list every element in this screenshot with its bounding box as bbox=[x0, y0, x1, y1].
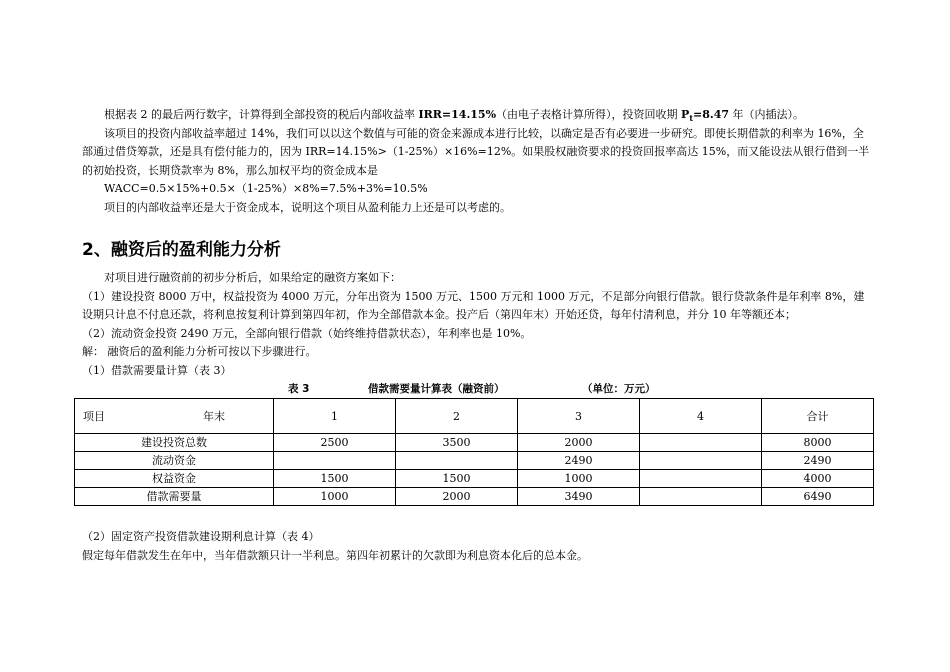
table-cell: 2490 bbox=[762, 452, 874, 470]
table-cell: 3500 bbox=[396, 434, 518, 452]
table-cell: 4000 bbox=[762, 470, 874, 488]
irr-value: IRR=14.15% bbox=[418, 108, 497, 121]
table-row bbox=[75, 488, 874, 506]
table-cell: 1000 bbox=[518, 470, 640, 488]
table-cell: 1500 bbox=[274, 470, 396, 488]
table-cell bbox=[640, 488, 762, 506]
header-year-label: 年末 bbox=[203, 409, 225, 423]
table-header-cell: 3 bbox=[518, 399, 640, 434]
table-cell: 3490 bbox=[518, 488, 640, 506]
table-cell: 2490 bbox=[518, 452, 640, 470]
table-cell: 1500 bbox=[396, 470, 518, 488]
table-caption bbox=[82, 380, 872, 398]
row-label: 建设投资总数 bbox=[75, 434, 274, 452]
table-header-cell: 1 bbox=[274, 399, 396, 434]
table-unit: （单位：万元） bbox=[582, 383, 656, 395]
document-page bbox=[82, 106, 872, 565]
paragraph-conclusion: 项目的内部收益率还是大于资金成本，说明这个项目从盈利能力上还是可以考虑的。 bbox=[104, 200, 511, 214]
section-heading: 2、融资后的盈利能力分析 bbox=[82, 240, 281, 260]
paragraph-intro: 对项目进行融资前的初步分析后，如果给定的融资方案如下： bbox=[104, 271, 401, 284]
table-cell bbox=[396, 452, 518, 470]
table-header-cell: 2 bbox=[396, 399, 518, 434]
table-cell: 1000 bbox=[274, 488, 396, 506]
table-number: 表 3 bbox=[288, 383, 310, 395]
step-2-title: （2）固定资产投资借款建设期利息计算（表 4） bbox=[82, 530, 320, 543]
paragraph-comparison: 该项目的投资内部收益率超过 14%，我们可以以这个数值与可能的资金来源成本进行比较，以确定是否有必要进一步研究。即使长期借款的利率为 16%，全部通过借贷筹款，还是具有偿付能力的，因为 IRR=14.15%>（1-25%）×16%=12%。如果股权融资要求的投资回报率高达 15%，而又能设法从银行借到一半的初始投资，长期贷款率为 8%，那么加权平均的资金成本是 bbox=[82, 126, 870, 177]
table-cell: 2000 bbox=[396, 488, 518, 506]
payback-value: $P_t=8.47$ bbox=[681, 108, 730, 124]
table-cell: 2000 bbox=[518, 434, 640, 452]
assumption-line: 假定每年借款发生在年中，当年借款额只计一半利息。第四年初累计的欠款即为利息资本化后的总本金。 bbox=[82, 548, 588, 562]
row-label: 权益资金 bbox=[75, 470, 274, 488]
table-header-cell: 4 bbox=[640, 399, 762, 434]
wacc-formula: WACC=0.5×15%+0.5×（1-25%）×8%=7.5%+3%=10.5% bbox=[104, 182, 428, 195]
table-header-corner bbox=[75, 399, 274, 434]
table-row bbox=[75, 470, 874, 488]
step-1-title: （1）借款需要量计算（表 3） bbox=[82, 363, 232, 377]
table-header-cell: 合计 bbox=[762, 399, 874, 434]
row-label: 流动资金 bbox=[75, 452, 274, 470]
loan-requirement-table bbox=[74, 398, 874, 506]
table-cell bbox=[640, 470, 762, 488]
row-label: 借款需要量 bbox=[75, 488, 274, 506]
table-cell: 8000 bbox=[762, 434, 874, 452]
table-cell: 6490 bbox=[762, 488, 874, 506]
solution-line: 解： 融资后的盈利能力分析可按以下步骤进行。 bbox=[82, 345, 317, 358]
table-header-row bbox=[75, 399, 874, 434]
table-row bbox=[75, 434, 874, 452]
header-item-label: 项目 bbox=[83, 409, 105, 423]
table-cell bbox=[640, 434, 762, 452]
table-cell: 2500 bbox=[274, 434, 396, 452]
table-row bbox=[75, 452, 874, 470]
paragraph-irr: 根据表 2 的最后两行数字，计算得到全部投资的税后内部收益率 IRR=14.15%（由电子表格计算所得），投资回收期 $P_t=8.47$ 年（内插法）。 bbox=[104, 108, 805, 124]
financing-item-2: （2）流动资金投资 2490 万元，全部向银行借款（始终维持借款状态），年利率也是 10%。 bbox=[82, 326, 532, 340]
table-cell bbox=[274, 452, 396, 470]
table-title: 借款需要量计算表（融资前） bbox=[368, 383, 505, 395]
table-cell bbox=[640, 452, 762, 470]
financing-item-1: （1）建设投资 8000 万中，权益投资为 4000 万元，分年出资为 1500 万元、1500 万元和 1000 万元，不足部分向银行借款。银行贷款条件是年利率 8%，建设期只计息不付息还款，将利息按复利计算到第四年初，作为全部借款本金。投产后（第四年末）开始还贷，每年付清利息，并分 10 年等额还本； bbox=[82, 289, 865, 321]
